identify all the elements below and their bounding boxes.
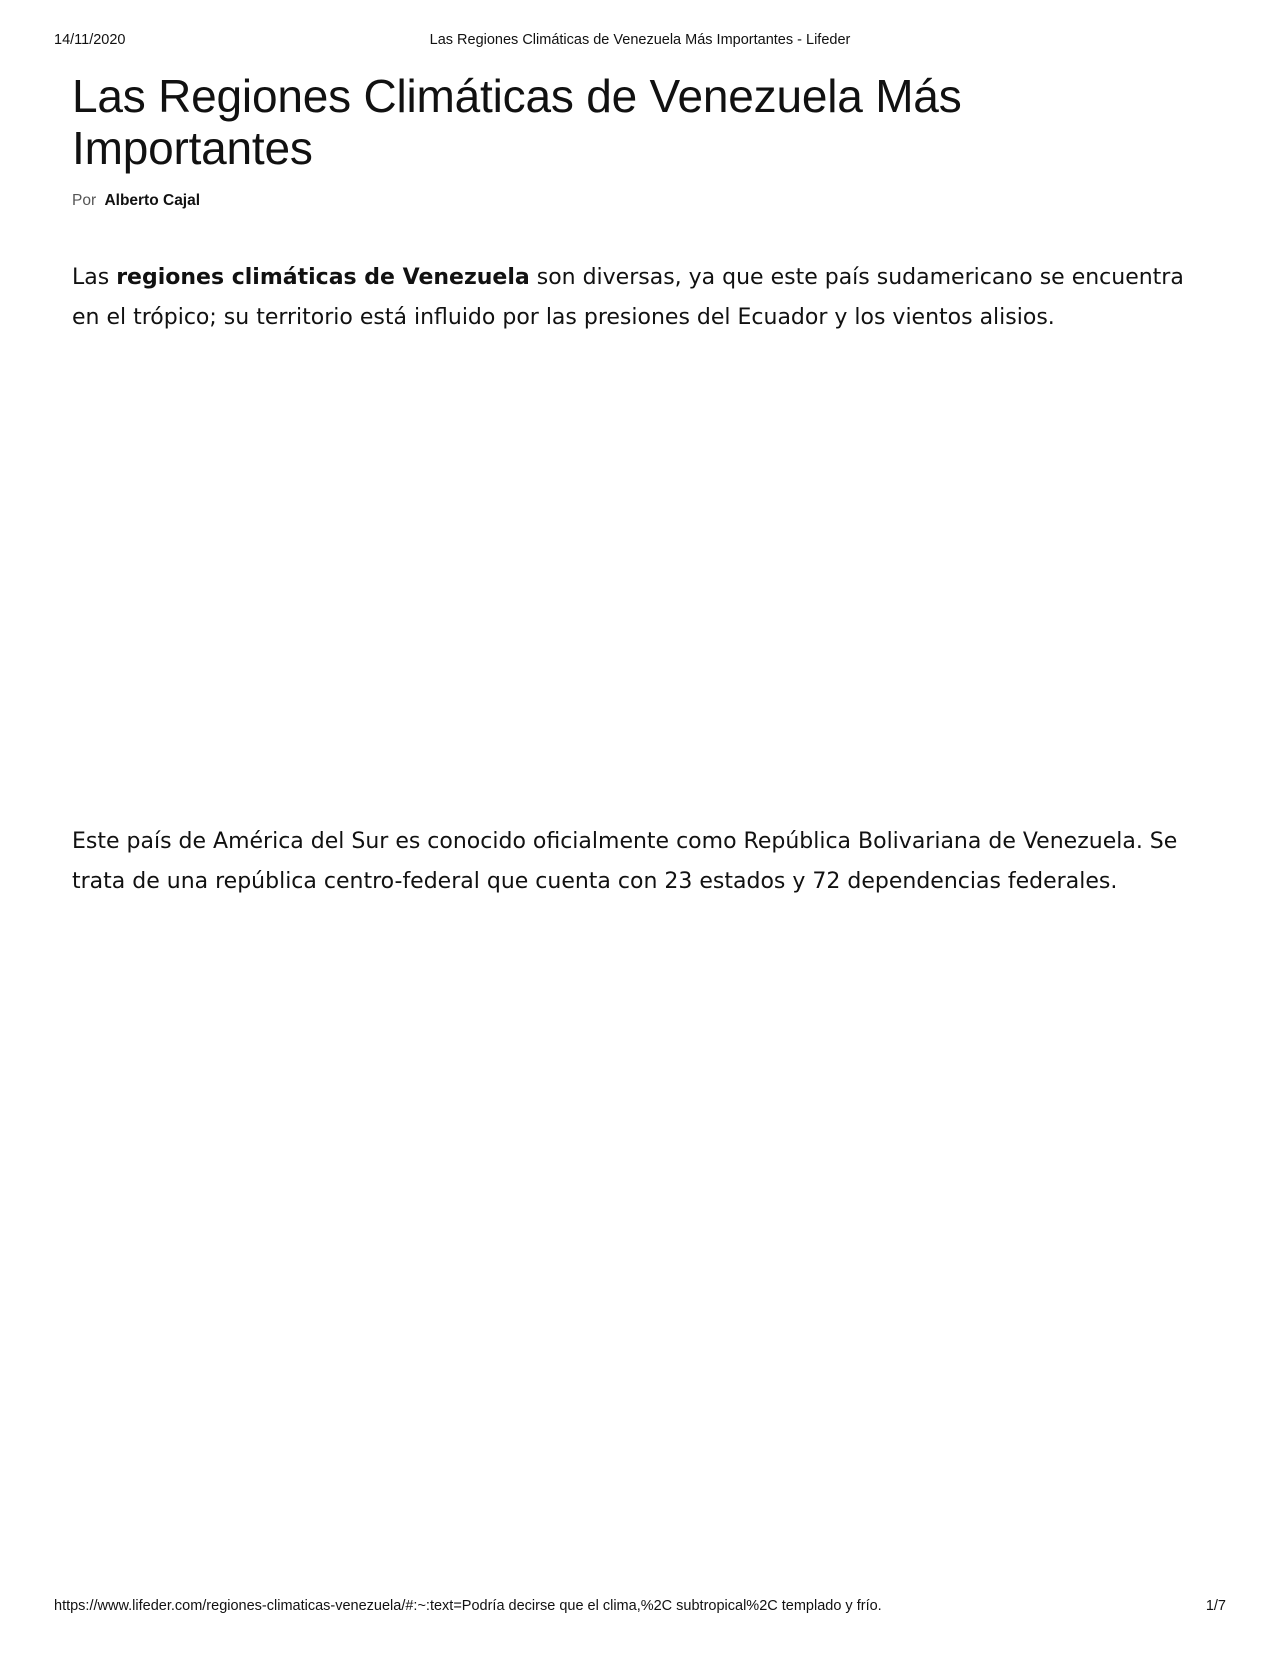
paragraph-intro-lead: Las (72, 265, 117, 290)
paragraph-country: Este país de América del Sur es conocido oficialmente como República Bolivariana de Venezuela. Se trata de una república centro-federal que cuenta con 23 estados y 72 dependencias federales. (72, 829, 1178, 894)
page-number: 1/7 (1205, 1598, 1226, 1614)
article-header (72, 70, 1192, 210)
print-date: 14/11/2020 (54, 32, 126, 48)
print-footer (54, 1598, 1226, 1618)
print-url: https://www.lifeder.com/regiones-climaticas-venezuela/#:~:text=Podría decirse que el clima,%2C subtropical%2C templado y frío. (54, 1598, 882, 1614)
paragraph-intro (72, 258, 1192, 338)
article-title: Las Regiones Climáticas de Venezuela Más Importantes (72, 70, 962, 174)
print-page-title: Las Regiones Climáticas de Venezuela Más Importantes - Lifeder (429, 32, 851, 48)
author-link[interactable]: Alberto Cajal (104, 192, 201, 209)
paragraph-intro-rest: son diversas, ya que este país sudamericano se encuentra en el trópico; su territorio está influido por las presiones del Ecuador y los vientos alisios. (72, 265, 1184, 330)
byline (72, 192, 1192, 210)
paragraph-intro-bold: regiones climáticas de Venezuela (116, 265, 530, 290)
print-header (54, 32, 1226, 52)
byline-prefix: Por (72, 192, 97, 209)
